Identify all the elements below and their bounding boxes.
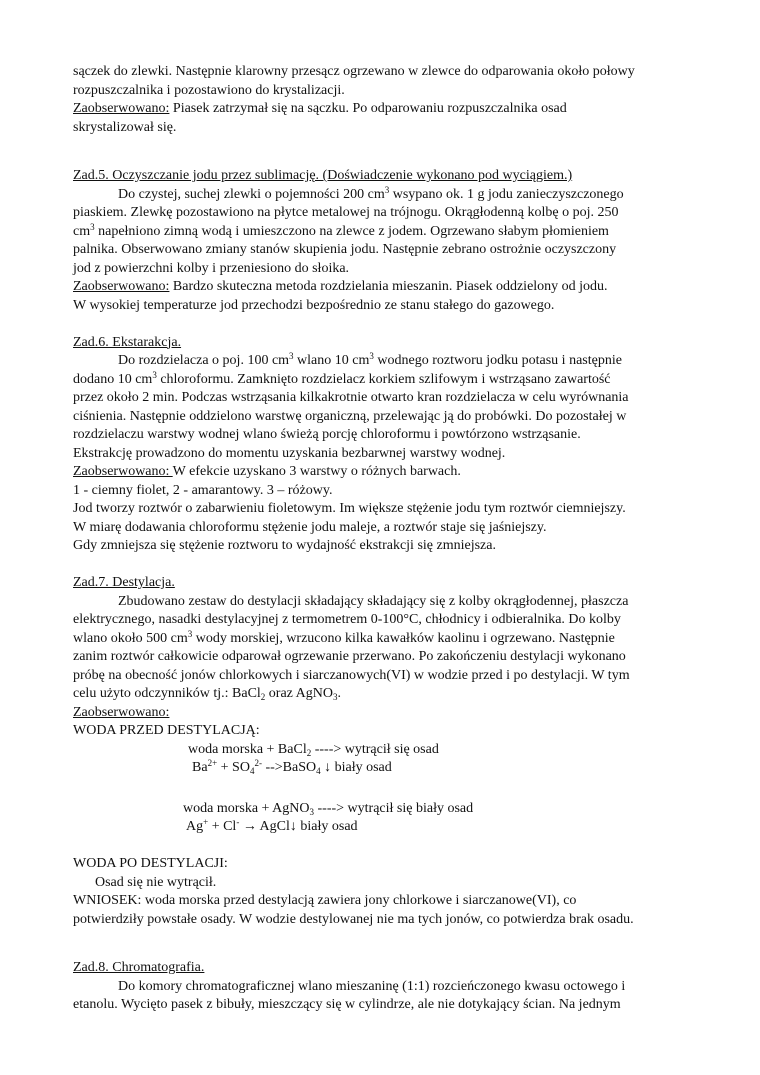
text-run: → AgCl↓ biały osad [239, 819, 358, 834]
section-heading-zad5: Zad.5. Oczyszczanie jodu przez sublimację. (Doświadczenie wykonano pod wyciągiem.) [73, 168, 573, 183]
subheading-before: WODA PRZED DESTYLACJĄ: [73, 723, 260, 738]
text-line: przez około 2 min. Podczas wstrząsania kilkakrotnie otwarto kran rozdzielacza w celu wyrównania [73, 390, 629, 405]
text-line: W miarę dodawania chloroformu stężenie jodu maleje, a roztwór staje się jaśniejszy. [73, 519, 547, 535]
text-line: jod z powierzchni kolby i przeniesiono do słoika. [73, 260, 350, 276]
text-run: ----> wytrącił się biały osad [314, 800, 474, 816]
text-run: . [337, 686, 341, 701]
superscript: 3 [289, 351, 294, 361]
text-run: Do czystej, suchej zlewki o pojemności 200 cm [118, 186, 385, 202]
text-line: Osad się nie wytrącił. [95, 874, 217, 890]
conclusion-line: WNIOSEK: woda morska przed destylacją zawiera jony chlorkowe i siarczanowe(VI), co [73, 893, 577, 908]
text-line: próbę na obecność jonów chlorkowych i siarczanowych(VI) w wodzie przed i po destylacji. W tym [73, 667, 630, 683]
superscript: 2+ [207, 758, 218, 768]
text-run: wlano około 500 cm [73, 630, 188, 646]
text-run: wodnego roztworu jodku potasu i następnie [373, 353, 622, 368]
observation-label: Zaobserwowano: [73, 279, 170, 294]
text-line: palnika. Obserwowano zmiany stanów skupienia jodu. Następnie zebrano ostrożnie oczyszczony [73, 242, 617, 257]
text-line: Jod tworzy roztwór o zabarwieniu fioletowym. Im większe stężenie jodu tym roztwór ciemniejszy. [73, 501, 626, 516]
text-line [73, 223, 693, 242]
text-line: rozdzielaczu warstwy wodnej wlano świeżą porcję chloroformu i powtórzono wstrząsanie. [73, 427, 581, 442]
text-run: oraz AgNO [265, 686, 333, 701]
observation-text: Piasek zatrzymał się na sączku. Po odparowaniu rozpuszczalnika osad [169, 101, 567, 116]
reaction-equation [73, 818, 693, 837]
text-run: woda morska + BaCl [188, 741, 307, 757]
text-run: dodano 10 cm [73, 371, 153, 387]
text-run: wody morskiej, wrzucono kilka kawałków kaolinu i ogrzewano. Następnie [192, 630, 615, 646]
text-run: cm [73, 223, 91, 239]
text-line: ciśnienia. Następnie oddzielono warstwę organiczną, przelewając ją do probówki. Do pozostałej w [73, 408, 627, 424]
superscript: 3 [384, 184, 390, 195]
text-line [73, 352, 693, 371]
text-run: celu użyto odczynników tj.: BaCl [73, 686, 261, 701]
section-heading-zad7: Zad.7. Destylacja. [73, 575, 175, 590]
superscript: + [203, 817, 209, 827]
observation-line [73, 463, 693, 482]
text-run: ↓ biały osad [320, 760, 392, 775]
text-run: + Cl [208, 819, 237, 834]
text-line: sączek do zlewki. Następnie klarowny przesącz ogrzewano w zlewce do odparowania około połowy [73, 64, 635, 79]
observation-text: Bardzo skuteczna metoda rozdzielania mieszanin. Piasek oddzielony od jodu. [169, 279, 608, 294]
observation-label: Zaobserwowano: [73, 464, 173, 479]
reaction-line [73, 741, 693, 760]
text-line: piaskiem. Zlewkę pozostawiono na płytce metalowej na trójnogu. Okrągłodenną kolbę o poj. 250 [73, 205, 619, 220]
superscript: 3 [369, 351, 374, 361]
text-line [73, 371, 693, 390]
text-line [73, 685, 693, 704]
observation-label: Zaobserwowano: [73, 101, 170, 116]
superscript: 3 [90, 221, 95, 232]
text-run: wsypano ok. 1 g jodu zanieczyszczonego [389, 186, 624, 202]
text-line: etanolu. Wycięto pasek z bibuły, mieszczący się w cylindrze, ale nie dotykający ścian. Na jednym [73, 997, 621, 1012]
text-line: skrystalizował się. [73, 119, 177, 135]
observation-line [73, 278, 693, 297]
text-run: Do rozdzielacza o poj. 100 cm [118, 353, 290, 368]
text-run: -->BaSO [261, 760, 317, 775]
text-run: wlano 10 cm [293, 353, 370, 368]
reaction-line [73, 800, 693, 819]
subscript: 4 [316, 766, 321, 776]
subscript: 2 [306, 747, 312, 758]
text-run: woda morska + AgNO [183, 800, 310, 816]
text-run: ----> wytrącił się osad [311, 741, 439, 757]
conclusion-line: potwierdziły powstałe osady. W wodzie destylowanej nie ma tych jonów, co potwierdza brak osadu. [73, 911, 634, 927]
subscript: 4 [249, 766, 255, 776]
superscript: 3 [187, 628, 193, 639]
subscript: 3 [309, 806, 314, 817]
text-line [73, 630, 693, 649]
text-line: elektrycznego, nasadki destylacyjnej z termometrem 0-100°C, chłodnicy i odbieralnika. Do kolby [73, 612, 621, 627]
text-line: rozpuszczalnika i pozostawiono do krystalizacji. [73, 82, 345, 98]
text-line: W wysokiej temperaturze jod przechodzi bezpośrednio ze stanu stałego do gazowego. [73, 297, 555, 313]
text-run: + SO [217, 760, 250, 775]
text-run: Ba [192, 760, 208, 775]
text-run: chloroformu. Zamknięto rozdzielacz korkiem szlifowym i wstrząsano zawartość [156, 371, 611, 387]
text-line: 1 - ciemny fiolet, 2 - amarantowy. 3 – różowy. [73, 482, 333, 498]
superscript: - [236, 817, 240, 827]
text-run: napełniono zimną wodą i umieszczono na zlewce z jodem. Ogrzewano słabym płomieniem [94, 223, 609, 239]
subheading-after: WODA PO DESTYLACJI: [73, 856, 228, 871]
text-line: Zbudowano zestaw do destylacji składający składający się z kolby okrągłodennej, płaszcza [118, 593, 629, 609]
text-line: Ekstrakcję prowadzono do momentu uzyskania bezbarwnej warstwy wodnej. [73, 445, 506, 461]
observation-label: Zaobserwowano: [73, 704, 170, 720]
text-run: Ag [186, 819, 204, 834]
section-heading-zad8: Zad.8. Chromatografia. [73, 960, 205, 975]
subscript: 3 [332, 692, 338, 702]
text-line: zanim roztwór całkowicie odparował ogrzewanie przerwano. Po zakończeniu destylacji wykonano [73, 649, 626, 664]
superscript: 2- [254, 758, 262, 768]
observation-line [73, 100, 693, 119]
section-heading-zad6: Zad.6. Ekstarakcja. [73, 334, 182, 350]
subscript: 2 [260, 692, 266, 702]
reaction-equation [73, 759, 693, 778]
document-page [73, 63, 693, 1015]
observation-text: W efekcie uzyskano 3 warstwy o różnych barwach. [172, 464, 461, 479]
text-line: Do komory chromatograficznej wlano mieszaninę (1:1) rozcieńczonego kwasu octowego i [118, 978, 626, 994]
text-line: Gdy zmniejsza się stężenie roztworu to wydajność ekstrakcji się zmniejsza. [73, 538, 496, 553]
text-line [73, 186, 693, 205]
superscript: 3 [152, 369, 157, 380]
